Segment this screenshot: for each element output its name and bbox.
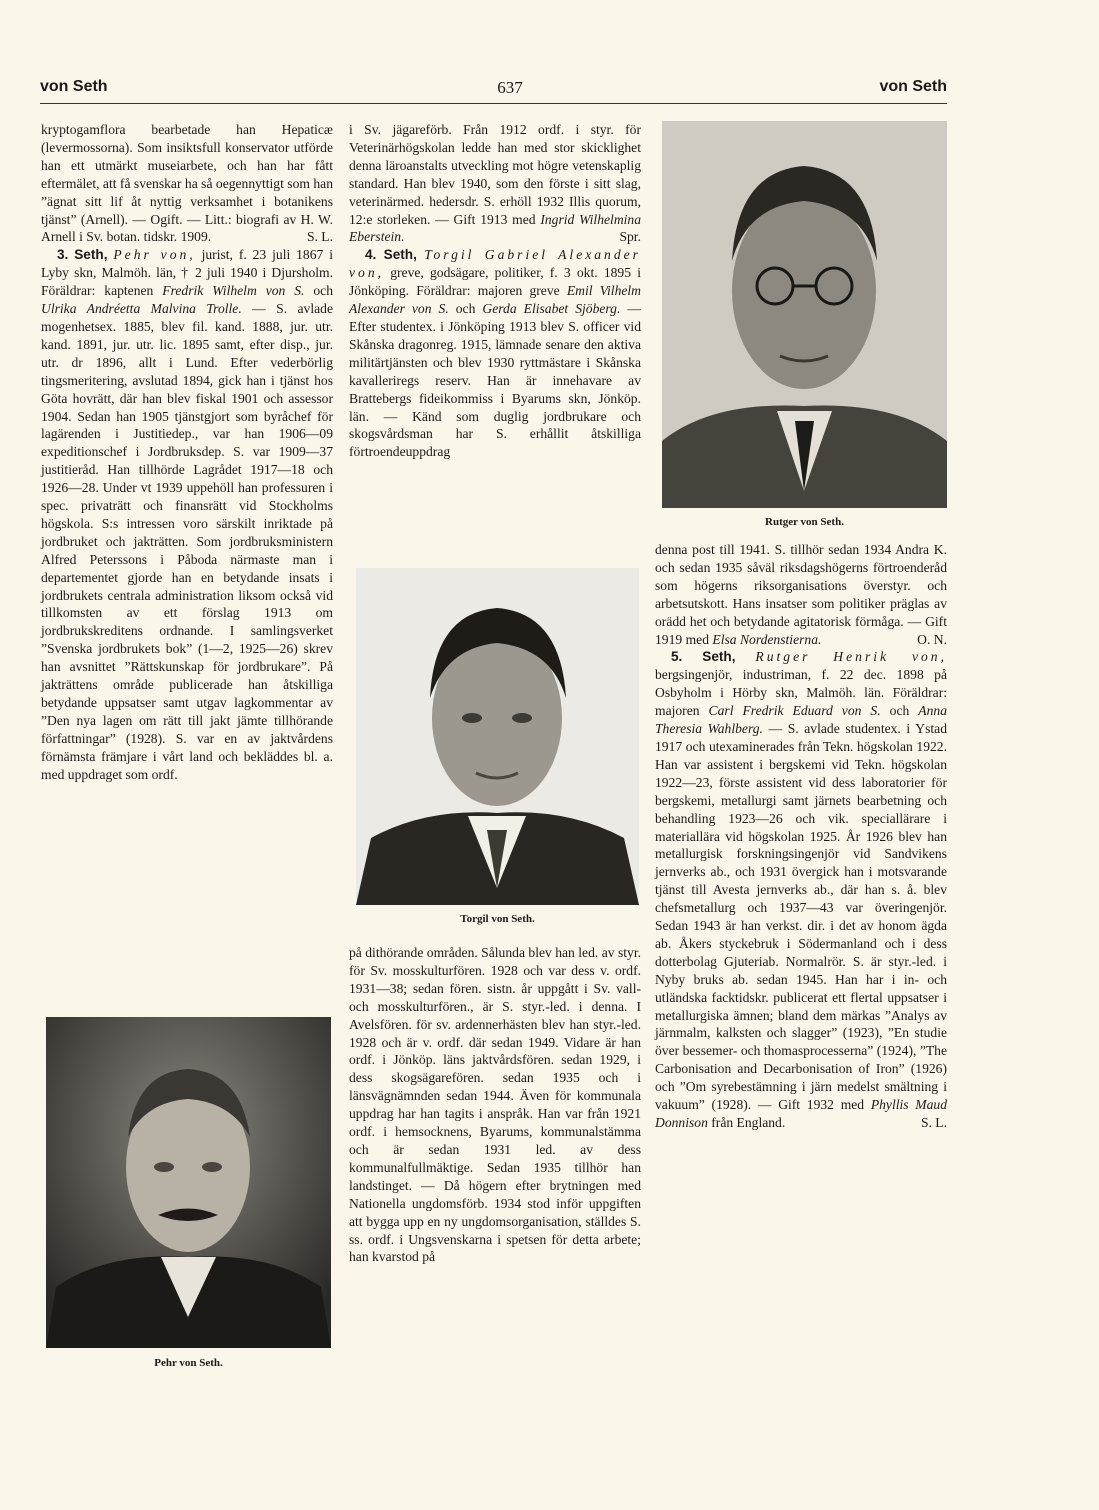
- entry-mother: Ulrika Andréetta Malvina Trolle.: [41, 301, 242, 317]
- spouse: Phyllis Maud Donnison: [655, 1097, 947, 1130]
- entry-text: och: [880, 703, 919, 719]
- continuation-text: i Sv. jägareförb. Från 1912 ordf. i styr. för Veterinärhögskolan ledde han med stor skicklighet denna läroanstalts utveckling mot högre vetenskaplig standard. Han blev 1940, som den förste i sitt slag, veterinärmed. hedersdr. S. erhöll 1932 Illis quorum, 12:e storleken. — Gift 1913 med: [349, 122, 641, 227]
- portrait-torgil: [356, 568, 639, 905]
- signature: O. N.: [917, 631, 947, 647]
- entry-surname: Seth,: [74, 247, 108, 263]
- continuation-text: denna post till 1941. S. tillhör sedan 1934 Andra K. och sedan 1935 såväl riksdagshögerns förtroenderåd som högerns riksorganisations överstyr. och arbetsutskott. Hans insatser som politiker präglas av orädd het och betydande agitatorisk förmåga. — Gift 1919 med: [655, 542, 947, 647]
- entry-text: jurist, f. 23 juli 1867 i Lyby skn, Malmöh. län, † 2 juli 1940 i Djursholm. Föräldrar: kaptenen: [41, 247, 333, 299]
- entry-torgil: [349, 246, 641, 461]
- spouse: Ingrid Wilhelmina Eberstein.: [349, 211, 642, 245]
- entry-text: och: [304, 283, 334, 299]
- entry-text: bergsingenjör, industriman, f. 22 dec. 1898 på Osbyholm i Hörby skn, Malmöh. län. Föräldrar: majoren: [655, 667, 947, 719]
- entry-text: — Efter studentex. i Jönköping 1913 blev S. officer vid Skånska dragonreg. 1915, lämnade senare den aktiva militärtjänsten och blev 1930 ryttmästare i Skånska kavalleriregs reserv. Han är innehavare av Brattebergs fideikommiss i Byarums skn, Jönköp. län. — Känd som duglig jordbrukare och skogsvårdsman har S. erhållit åtskilliga förtroendeuppdrag: [349, 301, 641, 460]
- entry-text: — S. avlade mogenhetsex. 1885, blev fil. kand. 1888, jur. utr. kand. 1891, jur. utr. lic. 1895 samt, efter disp., jur. utr. dr 1896, allt i Lund. Efter vederbörlig tingsmeritering, avslutad 1894, gick han i tjänst hos Göta hovrätt, där han blev fiskal 1901 och assessor 1904. Sedan han 1905 tjänstgjort som byråchef för lagärenden i Justitiedep., var han 1906—09 expeditionschef i Jordbruksdep. S. var 1909—37 justitieråd. Han tillhörde Lagrådet 1917—18 och 1926—28. Under vt 1939 uppehöll han professuren i spec. privaträtt och finansrätt vid Stockholms högskola. S:s intressen voro särskilt inriktade på jordbruket och jakträtten. Som jordbruksministern Alfred Peterssons i Påboda närmaste man i departementet gjorde han en betydande insats i jordbrukets centrala administration liksom också vid tillkomsten av ett förslag 1913 om jordbrukskreditens ordnande. I samlingsverket ”Svenska jordbrukets bok” (1—2, 1925—26) skrev han avsnittet ”Rättskunskap för jordbrukare”. På jakträttens område publicerade han åtskilliga betydande uppsatser samt utgav lagkommentar av ”Den nya lagen om rätt till jakt jämte tillhörande författningar” (1928). S. var en av jaktvårdens förnämsta främjare i vårt land och bekläddes bl. a. med uppdraget som ordf.: [41, 301, 333, 782]
- entry-given-name: Pehr von,: [113, 247, 196, 263]
- entry-number: 5.: [671, 649, 683, 665]
- column-left: [41, 121, 333, 784]
- entry-rutger: [655, 648, 947, 1131]
- column-right: [655, 541, 947, 1132]
- header-rule: [40, 103, 947, 104]
- signature: Spr.: [619, 229, 641, 245]
- entry-number: 4.: [365, 247, 377, 263]
- entry-text: och: [448, 301, 483, 317]
- paragraph-continuation: [655, 541, 947, 648]
- entry-father: Carl Fredrik Eduard von S.: [708, 703, 881, 719]
- portrait-rutger: [662, 121, 947, 508]
- page-number: 637: [497, 78, 523, 97]
- entry-given-name: Torgil Gabriel Alexander von,: [349, 247, 641, 281]
- paragraph-continuation: [41, 121, 333, 246]
- running-head-left: von Seth: [40, 78, 108, 95]
- signature: S. L.: [920, 1115, 947, 1130]
- caption-rutger: Rutger von Seth.: [765, 516, 844, 528]
- paragraph-continuation: [349, 121, 641, 246]
- continuation-text: kryptogamflora bearbetade han Hepaticæ (levermossorna). Som insiktsfull konservator utförde han ett utmärkt museiarbete, och han har fått eftermälet, att få svenskar ha så oegennyttigt som han ”ägnat sitt lif åt nyttig verksamhet i botanikens tjänst” (Arnell). — Ogift. — Litt.: biografi av H. W. Arnell i Sv. botan. tidskr. 1909.: [41, 122, 333, 245]
- entry-surname: Seth,: [383, 247, 417, 263]
- column-middle-top: [349, 121, 641, 461]
- entry-pehr: [41, 246, 333, 783]
- paragraph-continuation: på dithörande områden. Sålunda blev han led. av styr. för Sv. mosskulturfören. 1928 och var dess v. ordf. 1931—38; sedan fören. sistn. år uppgått i Sv. vall- och mosskulturfören., är S. styr.-led. i denna. I Avelsfören. för sv. ardennerhästen blev han styr.-led. 1928 och är v. ordf. där sedan 1949. Vidare är han ordf. i Jönköp. läns jaktvårdsfören. sedan 1929, i dess skogsägarefören. sedan 1935 och i länsvägnämnden sedan 1944. Även för kommunala uppdrag har han tagits i anspråk. Han var från 1921 ordf. i hemsocknens, Byarums, kommunalstämma och är sedan 1931 led. av dess kommunalfullmäktige. Sedan 1935 tillhör han landstinget. — Då högern efter brytningen med Nationella ungdomsförb. 1934 stod inför uppgiften att bygga upp en ny ungdomsorganisation, ställdes S. ss. ordf. i Ungsvenskarna i spetsen för detta arbete; han kvarstod på: [349, 945, 641, 1265]
- entry-father: Fredrik Wilhelm von S.: [162, 283, 305, 299]
- entry-given-name: Rutger Henrik von,: [755, 649, 947, 665]
- caption-torgil: Torgil von Seth.: [460, 913, 535, 925]
- entry-text: från England.: [707, 1115, 786, 1130]
- entry-mother: Gerda Elisabet Sjöberg.: [482, 301, 621, 317]
- spouse: Elsa Nordenstierna.: [712, 631, 822, 647]
- entry-number: 3.: [57, 247, 69, 263]
- entry-text: — S. avlade studentex. i Ystad 1917 och utexaminerades från Tekn. högskolan 1922. Han var assistent i bergskemi vid Tekn. högskolan 1922—23, förste assistent vid dess laboratorier för bergskemi, metallurgi samt järnets bearbetning och behandling 1923—26 och vik. speciallärare i materiallära vid högskolan 1925. År 1926 blev han metallurgisk forskningsingenjör vid Sandvikens jernverks ab., och 1931 övergick han i motsvarande tjänst till Avesta jernverks ab., där han s. å. blev chefsmetallurg och 1937—43 var överingenjör. Sedan 1943 är han verkst. dir. i det av honom ägda ab. Åkers styckebruk i Södermanland och i dess dotterbolag Gjuteriab. Normalrör. S. är styr.-led. i Nyby bruks ab. sedan 1945. Han har i in- och utländska facktidskr. publicerat ett flertal uppsatser i metallurgiska ämnen; bland dem märkas ”Analys av järnmalm, kalksten och slagger” (1923), ”En studie över bessemer- och thomasprocesserna” (1924), ”The Carbonisation and Decarbonisation of Iron” (1926) och ”Om syrebestämning i järn medelst smältning i vakuum” (1928). — Gift 1932 med: [655, 721, 948, 1113]
- entry-father: Emil Vilhelm Alexander von S.: [349, 283, 641, 317]
- portrait-pehr: [46, 1017, 331, 1348]
- caption-pehr: Pehr von Seth.: [154, 1357, 223, 1369]
- column-middle-bottom: [349, 944, 641, 1266]
- running-head-right: von Seth: [879, 78, 947, 95]
- entry-mother: Anna Theresia Wahlberg.: [655, 703, 947, 737]
- entry-text: greve, godsägare, politiker, f. 3 okt. 1895 i Jönköping. Föräldrar: majoren greve: [349, 265, 641, 299]
- signature: S. L.: [306, 229, 333, 245]
- entry-surname: Seth,: [702, 649, 736, 665]
